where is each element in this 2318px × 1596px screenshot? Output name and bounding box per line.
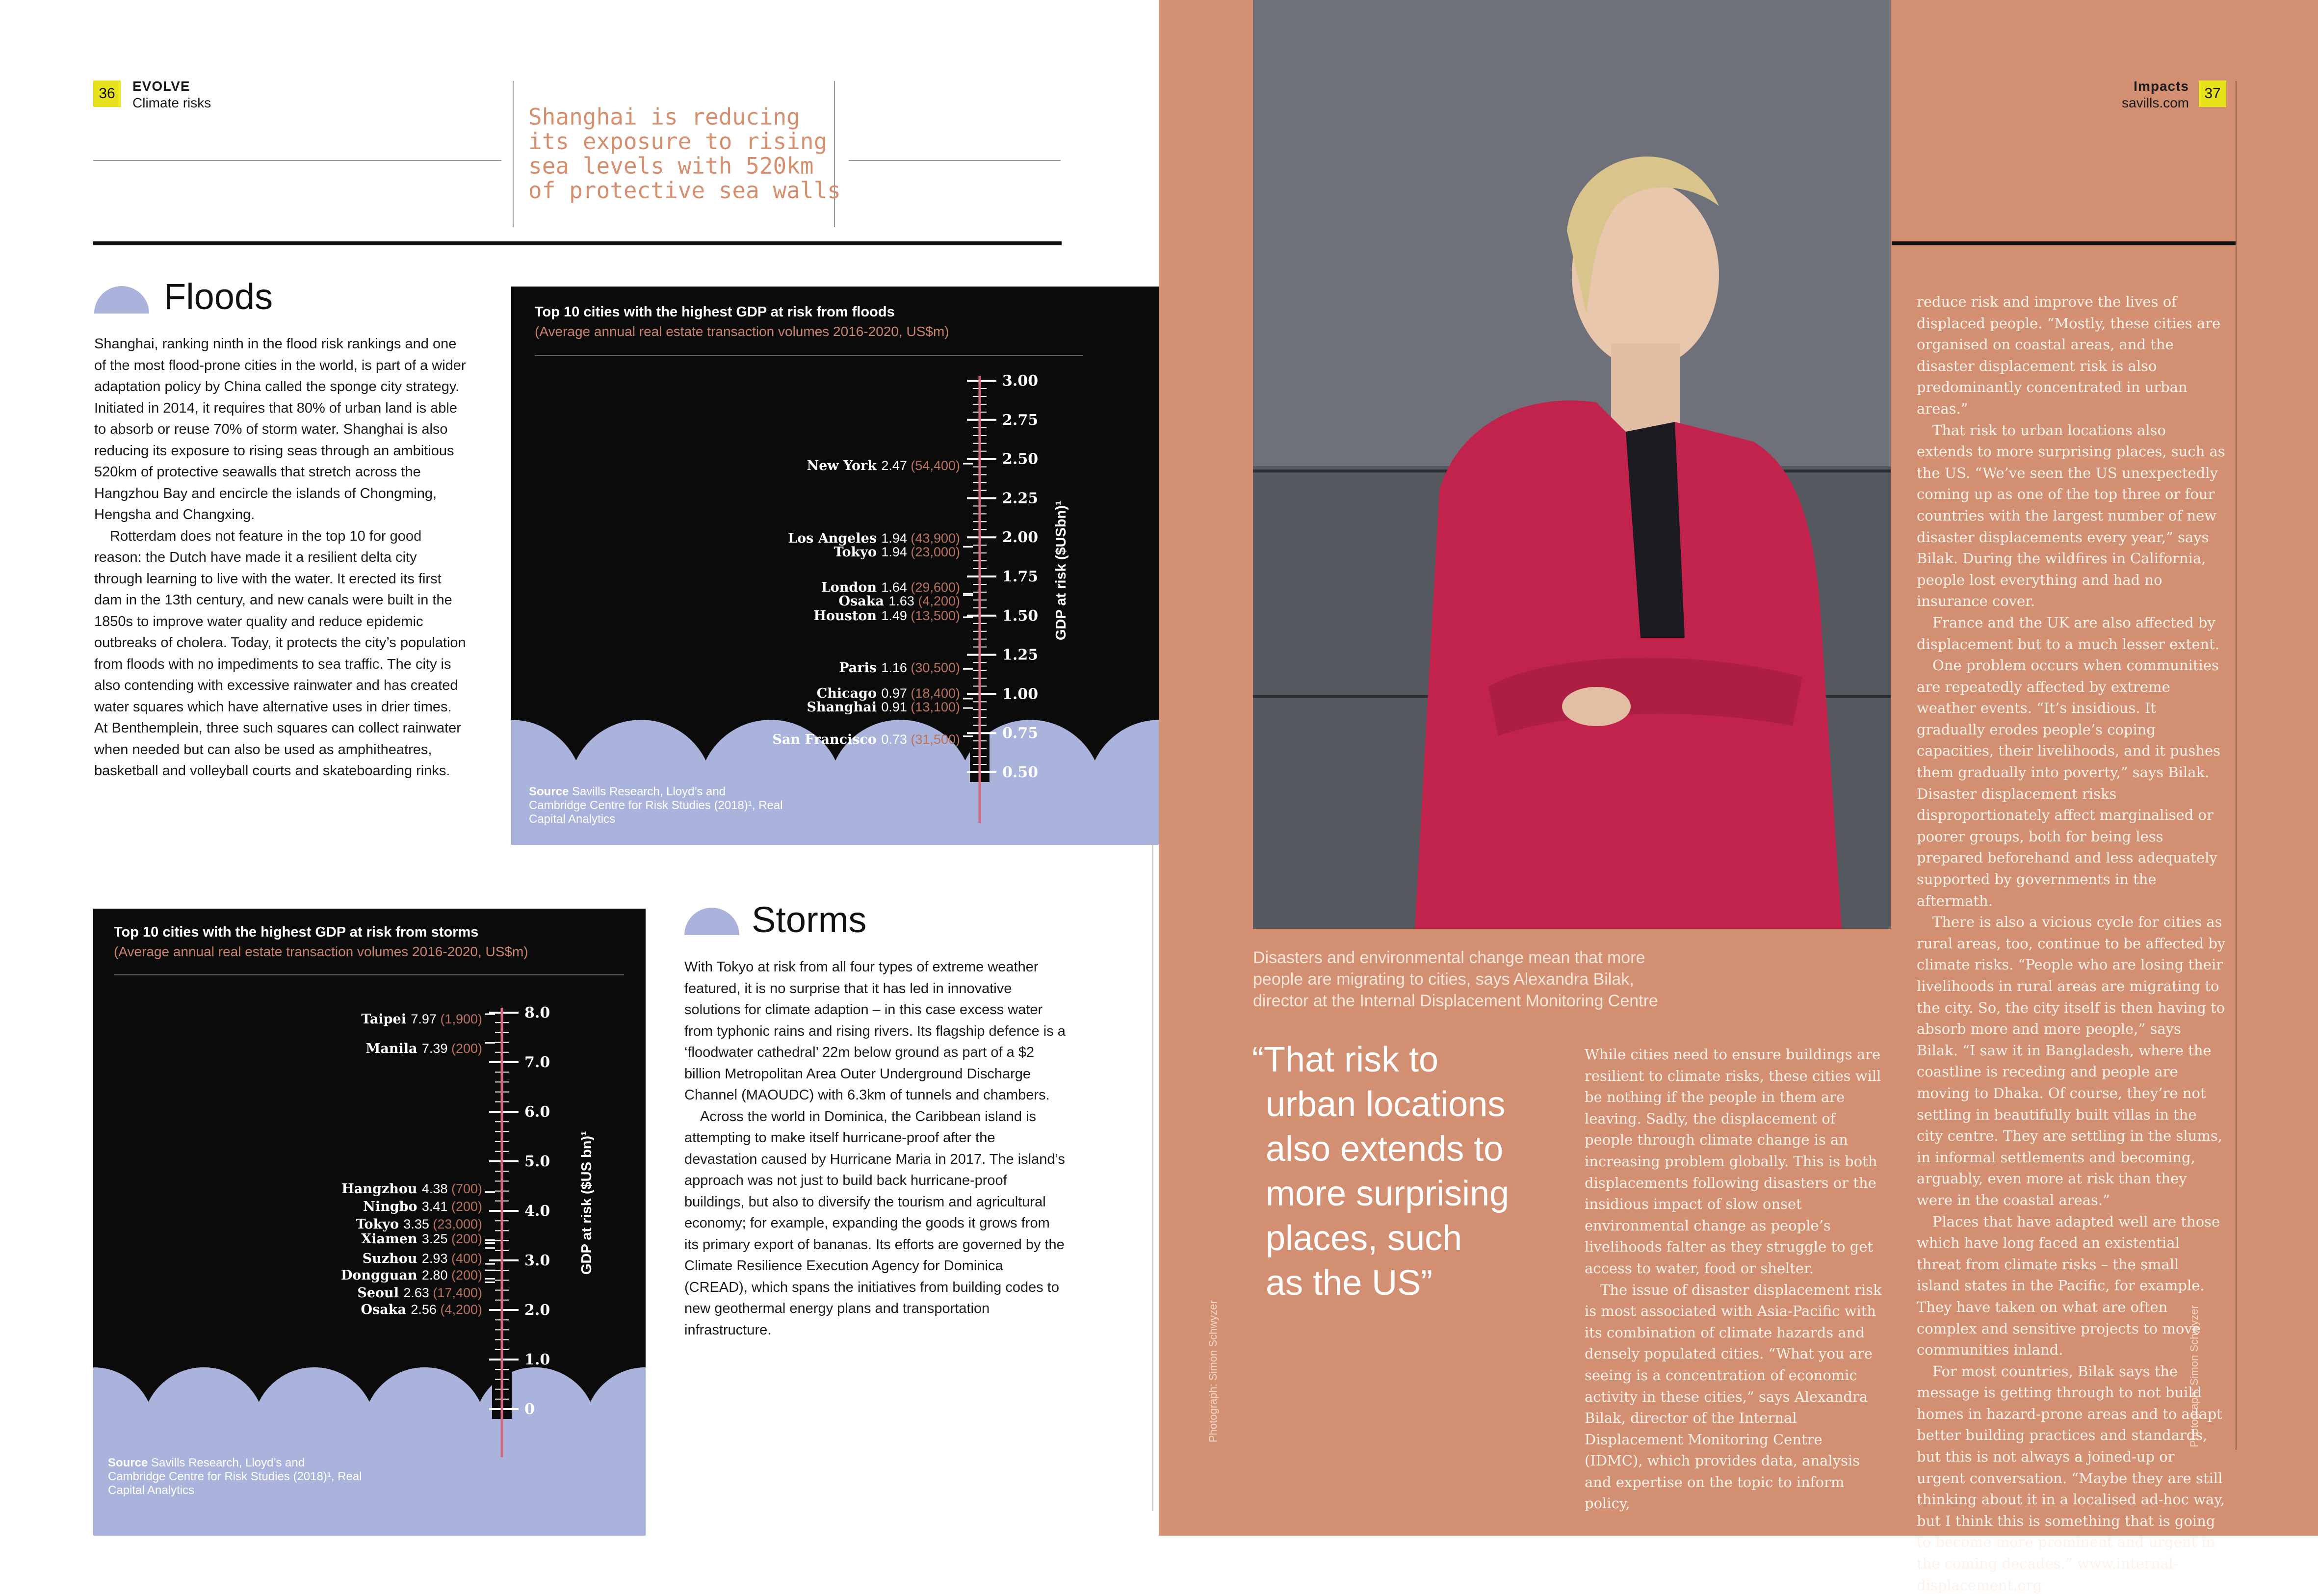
floods-plot [511, 287, 1160, 845]
tick-label: 5.0 [524, 1153, 550, 1170]
chart-subtitle: (Average annual real estate transaction volumes 2016-2020, US$m) [114, 944, 528, 959]
tick-label: 0 [524, 1401, 535, 1418]
data-label: Ningbo 3.41 (200) [363, 1199, 482, 1214]
margin-rule [2236, 81, 2237, 1450]
data-label: New York 2.47 (54,400) [807, 458, 960, 473]
photo-credit-vertical: Photograph: Simon Schwyzer [1207, 1300, 1219, 1442]
tick-label: 1.50 [1002, 607, 1039, 625]
site-label: savills.com [2122, 95, 2189, 110]
data-label: Xiamen 3.25 (200) [361, 1231, 482, 1247]
chart-subtitle: (Average annual real estate transaction volumes 2016-2020, US$m) [535, 324, 949, 339]
tick-label: 2.50 [1002, 450, 1039, 468]
floods-body: Shanghai, ranking ninth in the flood risk rankings and one of the most flood-prone cities in the world, is part of a wider adaptation policy by China called the sponge city strategy. Initiated in 2014, it requires that 80% of urban land is able to absorb or reuse 70% of storm water. Shanghai is also reducing its exposure to rising seas through an ambitious 520km of protective seawalls that stretch across the Hangzhou Bay and encircle the islands of Chongming, Hengsha and Changxing. Rotterdam does not feature in the top 10 for good reason: the Dutch have made it a resilient delta city through learning to live with the water. It erected its first dam in the 13th century, and new canals were built in the 1850s to improve water quality and reduce epidemic outbreaks of cholera. Today, it protects the city’s population from floods with no impediments to sea traffic. The city is also contending with excessive rainwater and has created water squares which have alternative uses in drier times. At Benthemplein, three such squares can collect rainwater when needed but can also be used as amphitheatres, basketball and volleyball courts and skateboarding rinks. [94, 336, 466, 779]
portrait-photo [1253, 0, 1891, 929]
data-label: Shanghai 0.91 (13,100) [807, 700, 960, 715]
tick-label: 1.75 [1002, 568, 1039, 585]
data-label: Chicago 0.97 (18,400) [816, 686, 960, 701]
section-label: EVOLVE [132, 78, 190, 94]
tick-label: 0.75 [1002, 725, 1039, 742]
header-rule-left [93, 160, 501, 161]
data-label: Los Angeles 1.94 (43,900) [788, 531, 960, 546]
tick-label: 3.0 [524, 1252, 550, 1269]
storms-chart [93, 909, 646, 1536]
tick-label: 0.50 [1002, 764, 1039, 781]
tick-label: 7.0 [524, 1054, 550, 1071]
section-divider [93, 241, 1062, 245]
tick-label: 2.0 [524, 1302, 550, 1319]
tick-label: 4.0 [524, 1203, 550, 1220]
data-label: Suzhou 2.93 (400) [362, 1251, 482, 1266]
photo-credit: Photograph: Simon Schwyzer [2188, 1305, 2200, 1447]
data-label: Osaka 2.56 (4,200) [361, 1302, 482, 1317]
data-label: Paris 1.16 (30,500) [839, 660, 960, 676]
right-page [1159, 0, 2318, 1594]
storms-plot [93, 909, 646, 1536]
data-label: Taipei 7.97 (1,900) [361, 1012, 482, 1027]
data-label: Houston 1.49 (13,500) [813, 608, 960, 624]
tick-label: 8.0 [524, 1004, 550, 1021]
tick-label: 2.75 [1002, 411, 1039, 429]
tick-label: 2.25 [1002, 490, 1039, 507]
chart-title: Top 10 cities with the highest GDP at risk from storms [114, 924, 479, 940]
tick-label: 3.00 [1002, 372, 1039, 390]
pullquote-rule-left [513, 81, 514, 227]
storms-heading: Storms [752, 899, 867, 940]
tick-label: 6.0 [524, 1103, 550, 1121]
data-label: Tokyo 1.94 (23,000) [833, 545, 960, 560]
article-column-right: reduce risk and improve the lives of displaced people. “Mostly, these cities are organised on coastal areas, and the disaster displacement risk is also predominantly concentrated in urban areas.” That risk to urban locations also extends to more surprising places, such as the US. “We’ve seen the US unexpectedly coming up as one of the top three or four countries with the largest number of new disaster displacements every year,” says Bilak. During the wildfires in California, people lost everything and had no insurance cover. France and the UK are also affected by displacement but to a much lesser extent. One problem occurs when communities are repeatedly affected by extreme weather events. “It’s insidious. It gradually erodes people’s coping capacities, their livelihoods, and it pushes them gradually into poverty,” says Bilak. Disaster displacement risks disproportionately affect marginalised or poorer groups, both for being less prepared beforehand and less adequately supported by governments in the aftermath. There is also a vicious cycle for cities as rural areas, too, continue to be affected by climate risks. “People who are losing their livelihoods in rural areas are migrating to the city. So, the city itself is then having to absorb more and more people,” says Bilak. “I saw it in Bangladesh, where the coastline is receding and people are moving to Dhaka. Of course, they’re not settling in beautifully built villas in the city centre. They are settling in the slums, in informal settlements and becoming, arguably, even more at risk than they were in the coastal areas.” Places that have adapted well are those which have long faced an existential threat from climate risks – the small island states in the Pacific, for example. They have taken on what are often complex and sensitive projects to move communities inland. For most countries, Bilak says the message is getting through to not build homes in hazard-prone areas and to adapt better building practices and standards, but this is not always a joined-up or urgent conversation. “Maybe they are still thinking about it in a localised ad-hoc way, but I think this is something that is going to become more prominent and urgent in the coming decades.” www.internal-displacement.org [1917, 293, 2226, 1594]
photo-caption: Disasters and environmental change mean that more people are migrating to cities, says Alexandra Bilak, director at the Internal Displacement Monitoring Centre [1253, 948, 1658, 1010]
data-label: London 1.64 (29,600) [821, 580, 960, 595]
chart-title: Top 10 cities with the highest GDP at risk from floods [535, 304, 895, 320]
storms-body: With Tokyo at risk from all four types of extreme weather featured, it is no surprise that it has led in innovative solutions for climate adaption – in this case excess water from typhonic rains and rising rivers. Its flagship defence is a ‘floodwater cathedral’ 22m below ground as part of a $2 billion Metropolitan Area Outer Underground Discharge Channel (MAOUDC) with 6.3km of tunnels and chambers. Across the world in Dominica, the Caribbean island is attempting to make itself hurricane-proof after the devastation caused by Hurricane Maria in 2017. The island’s approach was not just to build back hurricane-proof buildings, but also to diversify the tourism and agricultural economy; for example, expanding the goods it grows from its primary export of bananas. Its efforts are governed by the Climate Resilience Execution Agency for Dominica (CREAD), which spans the initiatives from building codes to new geothermal energy plans and transportation infrastructure. [684, 959, 1066, 1338]
tick-label: 1.25 [1002, 646, 1039, 664]
data-label: San Francisco 0.73 (31,500) [772, 732, 960, 747]
y-axis-label: GDP at risk ($USbn)¹ [1053, 500, 1069, 640]
tick-label: 1.00 [1002, 685, 1039, 703]
subsection-label: Climate risks [132, 95, 211, 110]
article-column-middle: While cities need to ensure buildings are resilient to climate risks, these cities will be nothing if the people in them are leaving. Sadly, the displacement of people through climate change is an increasing problem globally. This is both displacements following disasters or the insidious impact of slow onset environmental change as people’s livelihoods falter as they struggle to get access to water, food or shelter. The issue of disaster displacement risk is most associated with Asia-Pacific with its combination of climate hazards and densely populated cities. “What you are seeing is a concentration of economic activity in these cities,” says Alexandra Bilak, director of the Internal Displacement Monitoring Centre (IDMC), which provides data, analysis and expertise on the topic to inform policy, [1585, 1046, 1882, 1512]
cloud-icon [94, 286, 149, 314]
data-label: Tokyo 3.35 (23,000) [356, 1217, 482, 1232]
data-label: Manila 7.39 (200) [365, 1041, 482, 1056]
section-divider [1892, 241, 2236, 245]
tick-label: 1.0 [524, 1351, 550, 1368]
data-label: Dongguan 2.80 (200) [340, 1268, 482, 1283]
chart-source: Source Savills Research, Lloyd’s and Cambridge Centre for Risk Studies (2018)¹, Real Capital Analytics [108, 1456, 362, 1497]
floods-heading: Floods [164, 276, 273, 317]
column-rule [1152, 844, 1153, 1511]
y-axis-label: GDP at risk ($US bn)¹ [579, 1131, 595, 1275]
data-label: Hangzhou 4.38 (700) [341, 1181, 482, 1197]
page-number-left: 36 [93, 80, 121, 107]
pull-quote: Shanghai is reducing its exposure to rising sea levels with 520km of protective sea walls [528, 104, 841, 204]
portrait-illustration [1253, 0, 1891, 929]
big-pull-quote: “That risk to urban locations also extends to more surprising places, such as the US” [1252, 1040, 1510, 1303]
data-label: Seoul 2.63 (17,400) [357, 1285, 482, 1301]
header-rule-right [849, 160, 1061, 161]
chart-source: Source Savills Research, Lloyd’s and Cambridge Centre for Risk Studies (2018)¹, Real Capital Analytics [529, 785, 783, 826]
page-number-right: 37 [2199, 80, 2226, 107]
cloud-icon [684, 908, 739, 935]
data-label: Osaka 1.63 (4,200) [838, 594, 960, 609]
floods-chart [511, 287, 1160, 845]
section-label: Impacts [2134, 78, 2189, 94]
tick-label: 2.00 [1002, 529, 1039, 547]
